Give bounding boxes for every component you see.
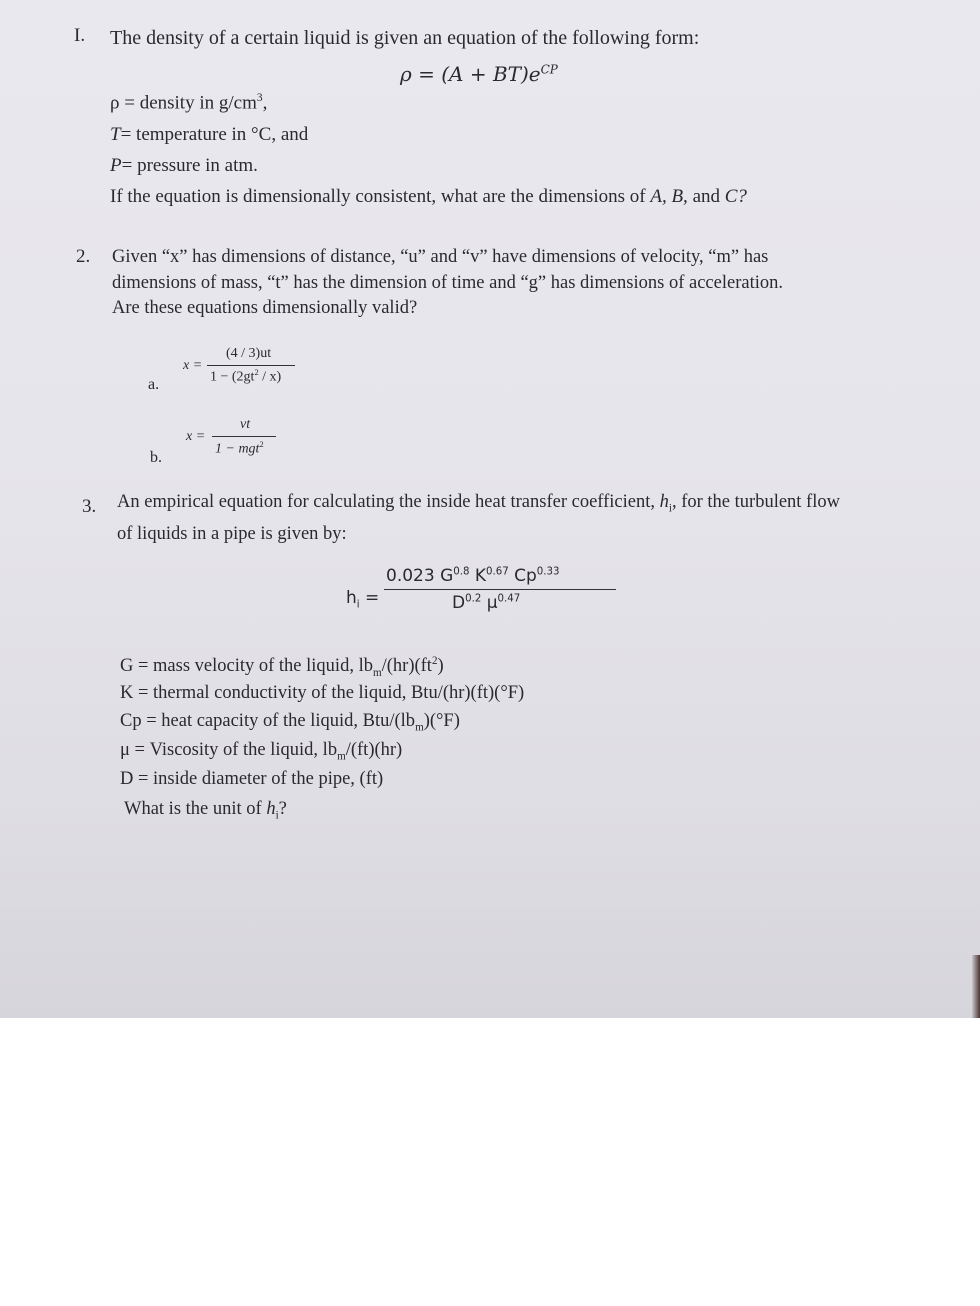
q3-eq-numerator <box>386 566 559 586</box>
q3-eq-mu: μ <box>486 593 498 613</box>
q2-a-denominator <box>210 368 281 386</box>
q1-def-pressure <box>110 156 258 175</box>
q3-def-k <box>120 684 524 703</box>
q3-eq-k-exp: 0.67 <box>486 566 509 578</box>
q2-b-fraction-bar <box>212 436 276 437</box>
q1-question-c: C? <box>724 186 747 207</box>
q1-def-density-text: ρ = density in g/cm <box>110 92 257 114</box>
q1-question-and: and <box>692 186 720 207</box>
q3-def-mu-text: μ = Viscosity of the liquid, lb <box>120 740 338 760</box>
q3-def-cp-post: )(°F) <box>423 711 460 731</box>
q3-eq-k: K <box>474 566 487 586</box>
q2-a-lhs: x = <box>183 358 203 373</box>
q2-a-numerator <box>226 346 271 362</box>
q1-def-temperature <box>110 125 308 144</box>
q3-def-k-text: K = thermal conductivity of the liquid, Btu/(hr)(ft)(°F) <box>120 683 525 703</box>
q3-def-g-sup: 2 <box>431 655 438 667</box>
q2-b-label: b. <box>150 449 162 466</box>
q3-line1 <box>117 493 840 515</box>
q2-b-denominator-text: 1 − mgt <box>215 441 260 457</box>
q2-line1: Given “x” has dimensions of distance, “u” and “v” have dimensions of velocity, “m” has <box>112 247 769 267</box>
q3-def-mu <box>120 741 402 763</box>
q1-equation-lhs: ρ = (A + BT)e <box>400 62 541 86</box>
q1-def-pressure-symbol: P <box>110 155 122 176</box>
q1-def-temperature-symbol: T <box>110 124 121 145</box>
q3-eq-lhs-sub: i <box>356 599 360 611</box>
q3-def-d <box>120 770 383 789</box>
q3-question-sub: i <box>275 809 279 822</box>
q1-equation-exponent: CP <box>540 62 558 77</box>
q3-eq-cp-exp: 0.33 <box>536 566 560 578</box>
q2-line3: Are these equations dimensionally valid? <box>112 298 418 318</box>
q3-def-g-end: ) <box>437 656 444 677</box>
q3-def-cp-text: Cp = heat capacity of the liquid, Btu/(lb <box>120 711 416 731</box>
q3-eq-equals: = <box>365 588 380 608</box>
q1-prompt: The density of a certain liquid is given an equation of the following form: <box>110 27 700 49</box>
q2-line2: dimensions of mass, “t” has the dimension of time and “g” has dimensions of acceleration. <box>112 273 783 293</box>
q2-a-numerator-text: (4 / 3)ut <box>226 346 272 361</box>
q3-eq-lhs <box>346 588 379 610</box>
q2-b-lhs: x = <box>186 429 206 444</box>
q3-def-mu-post: /(ft)(hr) <box>345 740 403 760</box>
q3-def-g-post: /(hr)(ft <box>381 656 432 677</box>
q3-def-g-sub: m <box>372 666 382 679</box>
q3-eq-g-exp: 0.8 <box>453 566 470 578</box>
q3-eq-g: G <box>440 566 454 586</box>
q2-a-denominator-post: / x) <box>258 369 282 385</box>
q3-def-g-text: G = mass velocity of the liquid, lb <box>120 656 373 677</box>
q3-line1-post: , for the turbulent flow <box>671 492 840 512</box>
q1-def-temperature-text: = temperature in °C, and <box>120 124 309 145</box>
q3-line1-sub: i <box>668 502 672 515</box>
q3-eq-lhs-text: h <box>346 588 357 608</box>
q3-line2: of liquids in a pipe is given by: <box>117 524 347 544</box>
q1-question-text: If the equation is dimensionally consistent, what are the dimensions of <box>110 186 646 207</box>
q3-def-g <box>120 656 444 679</box>
q2-a-denominator-text: 1 − (2gt <box>210 369 255 385</box>
q2-a-denominator-exp: 2 <box>254 368 259 377</box>
photo-edge-shadow <box>972 955 980 1018</box>
q2-b-denominator-exp: 2 <box>259 440 264 449</box>
q3-eq-d: D <box>452 593 466 613</box>
q3-def-cp-sub: m <box>415 721 424 734</box>
q3-def-d-text: D = inside diameter of the pipe, (ft) <box>120 769 384 789</box>
q3-question-post: ? <box>278 799 287 819</box>
q1-question-vars: A, B, <box>650 186 688 207</box>
q1-number: I. <box>74 25 86 46</box>
q3-line1-var: h <box>659 492 669 512</box>
q2-a-fraction-bar <box>207 365 295 366</box>
q3-eq-mu-exp: 0.47 <box>497 593 521 605</box>
q1-question <box>110 187 747 206</box>
q2-number: 2. <box>76 246 91 267</box>
q3-def-mu-sub: m <box>337 750 346 763</box>
q1-equation <box>400 62 558 86</box>
q1-def-density <box>110 93 267 112</box>
q1-def-density-exp: 3 <box>256 92 263 104</box>
q3-eq-denominator <box>452 593 520 613</box>
q3-number: 3. <box>82 496 97 517</box>
q1-def-pressure-text: = pressure in atm. <box>121 155 258 176</box>
q1-def-density-post: , <box>262 92 268 114</box>
q3-eq-cp: Cp <box>514 566 537 586</box>
q3-question <box>124 800 287 822</box>
q2-a-label: a. <box>148 376 160 393</box>
q3-question-text: What is the unit of <box>124 799 262 819</box>
q2-b-numerator: vt <box>240 417 251 432</box>
q2-b-denominator <box>215 440 264 458</box>
q3-eq-d-exp: 0.2 <box>465 593 482 605</box>
q3-eq-coefficient: 0.023 <box>386 566 435 586</box>
q3-question-var: h <box>266 799 276 819</box>
q3-def-cp <box>120 712 460 734</box>
q3-eq-fraction-bar <box>384 589 616 590</box>
q3-line1-text: An empirical equation for calculating the inside heat transfer coefficient, <box>117 492 655 512</box>
